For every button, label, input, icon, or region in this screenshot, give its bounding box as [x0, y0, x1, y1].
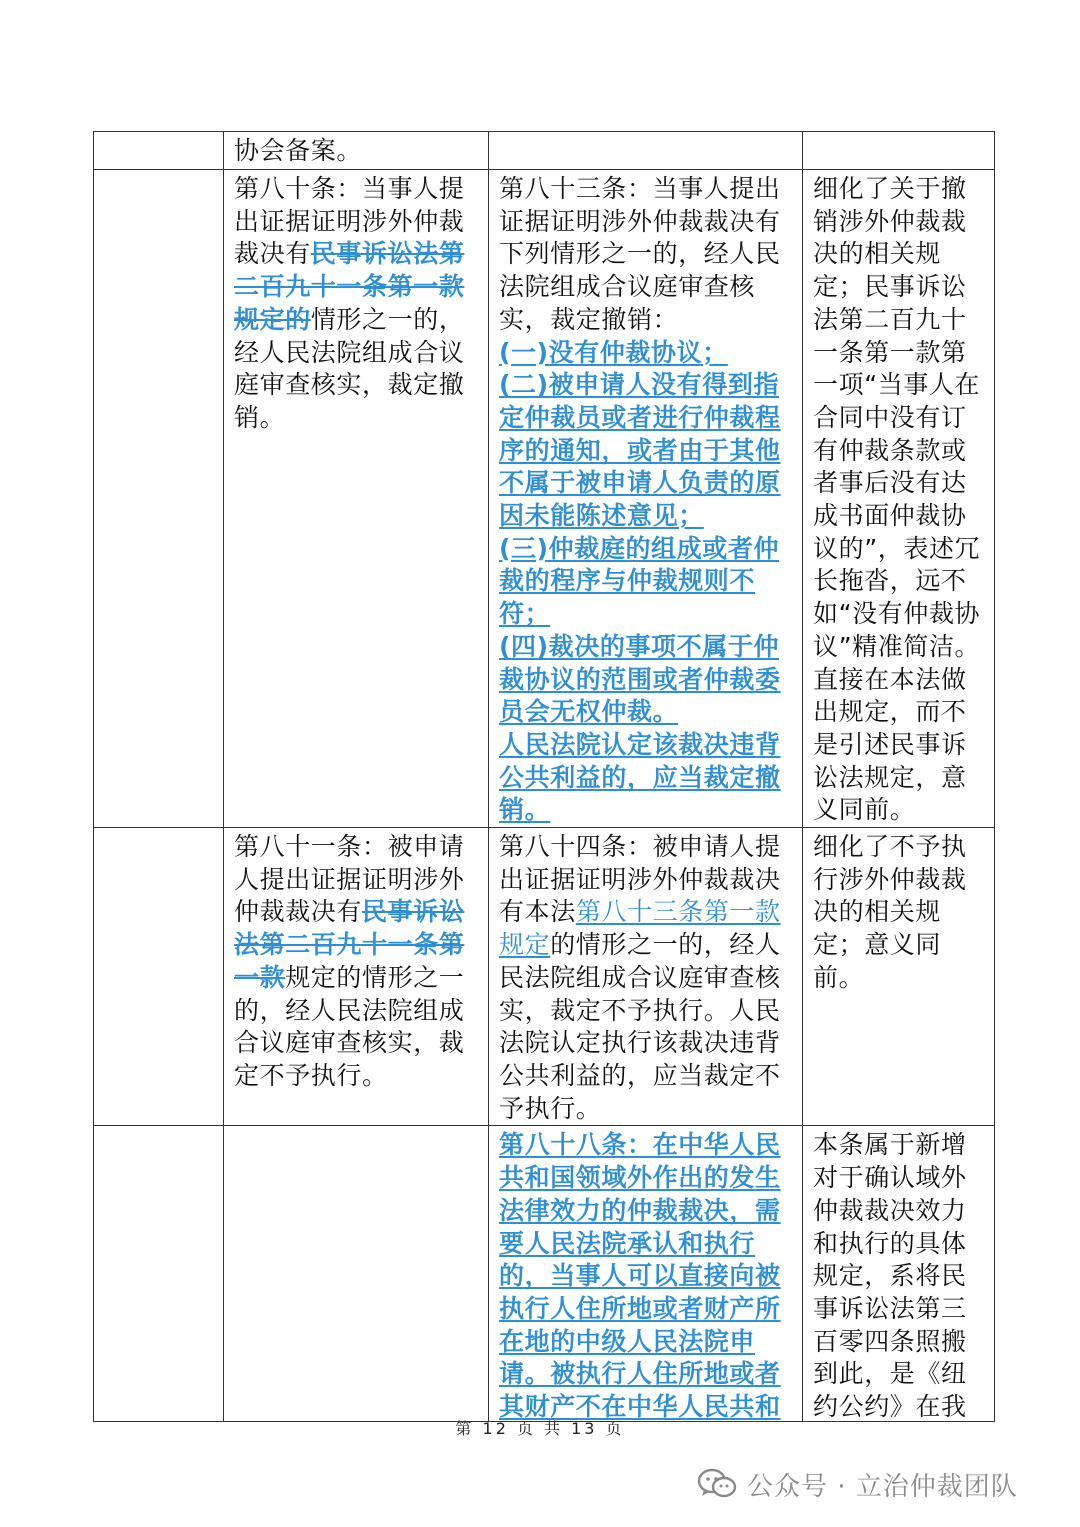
text-run: 第八十四条：被申请人提出证据证明涉外仲裁裁决有本法	[499, 832, 781, 927]
cell-note	[803, 132, 995, 170]
table-row	[94, 828, 995, 1126]
page-number: 第 12 页 共 13 页	[455, 1419, 625, 1438]
text-run: 第八十一条：被申请人提出证据证明涉外仲裁裁决有	[234, 832, 465, 927]
cell-new-law	[489, 170, 803, 828]
text-run: (四)裁决的事项不属于仲裁协议的范围或者仲裁委员会无权仲裁。	[499, 631, 781, 727]
cell-old-law	[224, 170, 489, 828]
text-run: 本条属于新增对于确认域外仲裁裁决效力和执行的具体规定，系将民事诉讼法第三百零四条照搬到此，是《纽约公约》在我	[813, 1130, 967, 1422]
text-run: 第八十八条：在中华人民共和国领域外作出的发生法律效力的仲裁裁决，需要人民法院承认和执行的，当事人可以直接向被执行人住所地或者财产所在地的中级人民法院申请。被执行人住所地或者其财产不在中华人民共和	[499, 1130, 781, 1422]
clipped-text	[813, 1129, 986, 1421]
cell-note	[803, 828, 995, 1126]
table-row	[94, 170, 995, 828]
text-run: 第八十三条第一款规定	[499, 897, 781, 960]
text-run: 细化了关于撤销涉外仲裁裁决的相关规定；民事诉讼法第二百九十一条第一款第一项“当事人在合同中没有订有仲裁条款或者事后没有达成书面仲裁协议的”，表述冗长拖沓，远不如“没有仲裁协议”精准简洁。直接在本法做出规定，而不是引述民事诉讼法规定，意义同前。	[813, 174, 981, 825]
text-run: 的情形之一的，经人民法院组成合议庭审查核实，裁定不予执行。人民法院认定执行该裁决违背公共利益的，应当裁定不予执行。	[499, 930, 781, 1123]
cell-old-law	[224, 1126, 489, 1422]
cell-col1	[94, 132, 224, 170]
text-run: 细化了不予执行涉外仲裁裁决的相关规定；意义同前。	[813, 832, 967, 992]
text-run: 人民法院认定该裁决违背公共利益的，应当裁定撤销。	[499, 729, 781, 825]
cell-old-law	[224, 132, 489, 170]
text-run: 民事诉讼法第二百九十一条第一款规定的	[234, 239, 465, 334]
text-run: (三)仲裁庭的组成或者仲裁的程序与仲裁规则不符；	[499, 533, 780, 629]
watermark-text: 公众号 · 立治仲裁团队	[747, 1471, 1018, 1502]
table-row	[94, 1126, 995, 1422]
cell-note	[803, 170, 995, 828]
text-run: 规定的情形之一的，经人民法院组成合议庭审查核实，裁定不予执行。	[234, 962, 465, 1090]
clipped-text	[499, 1129, 794, 1421]
cell-new-law	[489, 132, 803, 170]
comparison-table	[93, 131, 995, 1422]
cell-col1	[94, 170, 224, 828]
wechat-icon	[697, 1467, 737, 1501]
text-run: (二)被申请人没有得到指定仲裁员或者进行仲裁程序的通知，或者由于其他不属于被申请人负责的原因未能陈述意见；	[499, 370, 781, 531]
table-row	[94, 132, 995, 170]
cell-col1	[94, 828, 224, 1126]
text-run: 第八十条：当事人提出证据证明涉外仲裁裁决有	[234, 174, 465, 269]
text-run: 第八十三条：当事人提出证据证明涉外仲裁裁决有下列情形之一的，经人民法院组成合议庭审查核实，裁定撤销：	[499, 174, 781, 334]
watermark	[697, 1462, 1018, 1506]
text-run: 民事诉讼法第二百九十一条第一款	[234, 897, 465, 992]
text-run: 情形之一的，经人民法院组成合议庭审查核实，裁定撤销。	[234, 304, 465, 432]
text-run: (一)没有仲裁协议；	[499, 337, 728, 367]
cell-new-law	[489, 828, 803, 1126]
cell-col1	[94, 1126, 224, 1422]
cell-note	[803, 1126, 995, 1422]
text-run: 协会备案。	[234, 136, 363, 165]
cell-new-law	[489, 1126, 803, 1422]
cell-old-law	[224, 828, 489, 1126]
